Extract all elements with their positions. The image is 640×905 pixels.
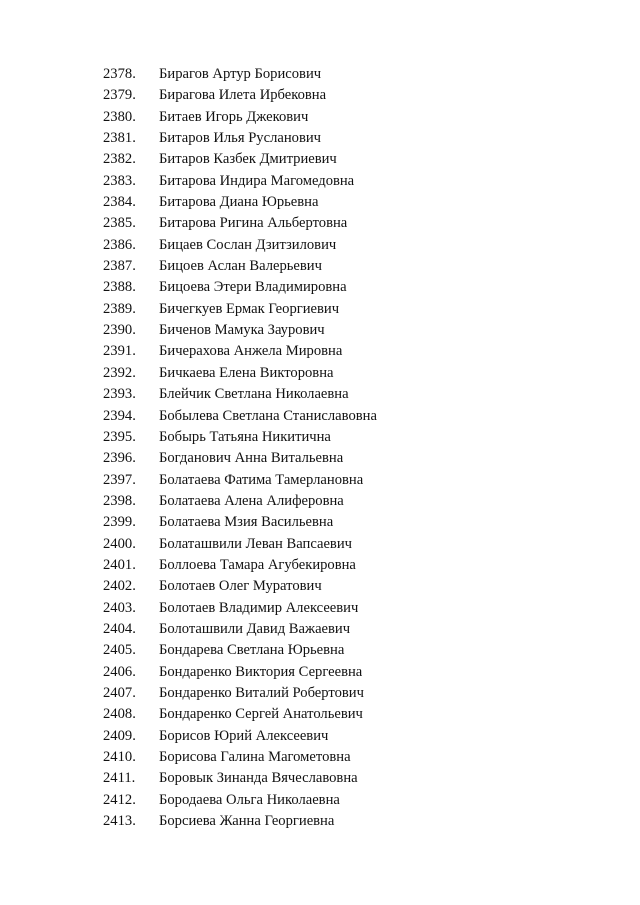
entry-full-name: Бирагова Илета Ирбековна (159, 87, 327, 104)
list-item (103, 576, 377, 597)
entry-number: 2388. (103, 279, 136, 296)
entry-full-name: Бичегкуев Ермак Георгиевич (159, 300, 340, 317)
entry-full-name: Боллоева Тамара Агубекировна (159, 556, 356, 573)
entry-number: 2395. (103, 428, 136, 445)
entry-number: 2399. (103, 514, 136, 531)
entry-full-name: Бондаренко Виктория Сергеевна (159, 663, 363, 680)
list-item (103, 149, 377, 170)
list-item (103, 256, 377, 277)
entry-full-name: Борисов Юрий Алексеевич (159, 727, 329, 744)
entry-full-name: Борсиева Жанна Георгиевна (159, 813, 335, 830)
list-item (103, 427, 377, 448)
list-item (103, 299, 377, 320)
entry-number: 2410. (103, 749, 136, 765)
list-item (103, 619, 377, 640)
list-item (103, 384, 377, 405)
entry-full-name: Боровык Зинанда Вячеславовна (159, 770, 358, 787)
entry-number: 2394. (103, 407, 136, 424)
list-item (103, 555, 377, 576)
entry-full-name: Богданович Анна Витальевна (159, 450, 344, 467)
entry-number: 2406. (103, 663, 136, 680)
entry-number: 2409. (103, 727, 136, 744)
list-item (103, 790, 377, 811)
entry-number: 2405. (103, 642, 136, 659)
entry-number: 2384. (103, 194, 136, 211)
entry-full-name: Бицаев Сослан Дзитзилович (159, 236, 337, 253)
list-item (103, 512, 377, 533)
entry-full-name: Болотаев Олег Муратович (159, 578, 322, 595)
entry-number: 2393. (103, 386, 136, 403)
list-item (103, 491, 377, 512)
entry-full-name: Бицоева Этери Владимировна (159, 279, 347, 296)
entry-full-name: Болотаев Владимир Алексеевич (159, 599, 359, 616)
entry-number: 2380. (103, 108, 136, 125)
list-item (103, 171, 377, 192)
entry-number: 2397. (103, 471, 136, 488)
entry-number: 2378. (103, 66, 136, 82)
entry-number: 2404. (103, 620, 136, 637)
entry-number: 2396. (103, 450, 136, 467)
entry-full-name: Борисова Галина Магометовна (159, 749, 351, 765)
entry-number: 2387. (103, 258, 136, 275)
list-item (103, 768, 377, 789)
list-item (103, 534, 377, 555)
entry-full-name: Битарова Диана Юрьевна (159, 194, 319, 211)
entry-full-name: Блейчик Светлана Николаевна (159, 386, 349, 403)
entry-full-name: Биченов Мамука Заурович (159, 322, 325, 339)
numbered-name-list (103, 64, 377, 832)
entry-full-name: Битаев Игорь Джекович (159, 108, 309, 125)
entry-full-name: Бобырь Татьяна Никитична (159, 428, 331, 445)
list-item (103, 406, 377, 427)
list-item (103, 683, 377, 704)
entry-full-name: Бородаева Ольга Николаевна (159, 791, 340, 808)
entry-number: 2379. (103, 87, 136, 104)
list-item (103, 811, 377, 832)
entry-number: 2412. (103, 791, 136, 808)
entry-full-name: Бичерахова Анжела Мировна (159, 343, 343, 360)
list-item (103, 598, 377, 619)
list-item (103, 341, 377, 362)
list-item (103, 470, 377, 491)
entry-number: 2383. (103, 172, 136, 189)
entry-full-name: Бондаренко Виталий Робертович (159, 684, 364, 701)
entry-full-name: Болатаева Фатима Тамерлановна (159, 471, 364, 488)
list-item (103, 662, 377, 683)
entry-full-name: Битаров Казбек Дмитриевич (159, 151, 337, 168)
entry-number: 2400. (103, 535, 136, 552)
entry-full-name: Болаташвили Леван Вапсаевич (159, 535, 352, 552)
list-item (103, 128, 377, 149)
list-item (103, 704, 377, 725)
entry-full-name: Битарова Индира Магомедовна (159, 172, 355, 189)
entry-full-name: Бицоев Аслан Валерьевич (159, 258, 322, 275)
entry-full-name: Бондаренко Сергей Анатольевич (159, 706, 363, 723)
entry-number: 2385. (103, 215, 136, 232)
entry-number: 2402. (103, 578, 136, 595)
list-item (103, 235, 377, 256)
entry-full-name: Битарова Ригина Альбертовна (159, 215, 348, 232)
list-item (103, 85, 377, 106)
list-item (103, 320, 377, 341)
entry-number: 2381. (103, 130, 136, 147)
entry-full-name: Болатаева Алена Алиферовна (159, 492, 344, 509)
list-item (103, 363, 377, 384)
entry-number: 2389. (103, 300, 136, 317)
entry-number: 2411. (103, 770, 136, 787)
entry-number: 2391. (103, 343, 136, 360)
entry-full-name: Болатаева Мзия Васильевна (159, 514, 334, 531)
entry-number: 2408. (103, 706, 136, 723)
entry-full-name: Бондарева Светлана Юрьевна (159, 642, 345, 659)
list-item (103, 448, 377, 469)
entry-full-name: Битаров Илья Русланович (159, 130, 321, 147)
list-item (103, 277, 377, 298)
entry-number: 2382. (103, 151, 136, 168)
entry-number: 2390. (103, 322, 136, 339)
entry-number: 2407. (103, 684, 136, 701)
list-item (103, 107, 377, 128)
entry-number: 2403. (103, 599, 136, 616)
entry-number: 2413. (103, 813, 136, 830)
list-item (103, 192, 377, 213)
list-item (103, 64, 377, 85)
entry-number: 2392. (103, 364, 136, 381)
list-item (103, 213, 377, 234)
list-item (103, 726, 377, 747)
entry-full-name: Бобылева Светлана Станиславовна (159, 407, 377, 424)
entry-number: 2398. (103, 492, 136, 509)
entry-full-name: Бирагов Артур Борисович (159, 66, 322, 82)
list-item (103, 747, 377, 768)
entry-number: 2401. (103, 556, 136, 573)
entry-full-name: Бичкаева Елена Викторовна (159, 364, 334, 381)
list-item (103, 640, 377, 661)
entry-full-name: Болоташвили Давид Важаевич (159, 620, 351, 637)
entry-number: 2386. (103, 236, 136, 253)
